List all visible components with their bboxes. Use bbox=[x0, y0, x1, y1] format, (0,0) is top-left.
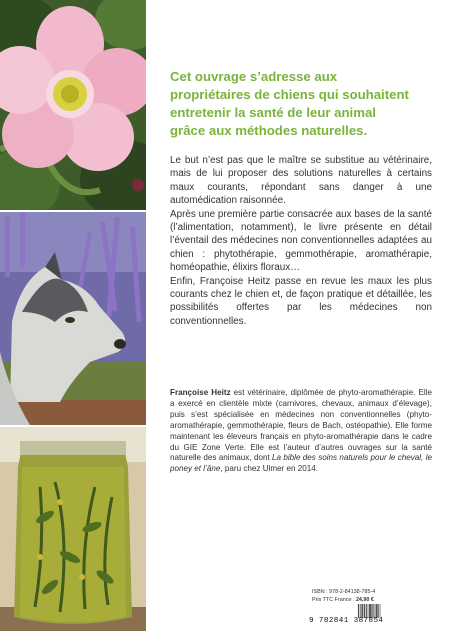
isbn-label: ISBN : 978-2-84138-785-4 bbox=[312, 589, 376, 595]
book-title: La bible des soins naturels pour le cheval, le poney et l’âne bbox=[170, 453, 432, 474]
description-paragraph: Enfin, Françoise Heitz passe en revue les maux les plus courants chez le chien et, de façon pratique et détaillée, les possibilités offertes par les médecines non conventionnelles. bbox=[170, 275, 432, 327]
price-value: 24,90 € bbox=[355, 597, 374, 603]
bio-text-end: , paru chez Ulmer en 2014. bbox=[220, 464, 319, 474]
barcode bbox=[314, 604, 432, 618]
wild-rose-photo bbox=[0, 0, 146, 210]
photo-column bbox=[0, 0, 146, 631]
intro-line: propriétaires de chiens qui souhaitent bbox=[170, 87, 409, 102]
author-bio bbox=[170, 388, 432, 475]
price-line bbox=[312, 597, 374, 603]
bio-text: est vétérinaire, diplômée de phyto-aromathérapie. Elle a exercé en clientèle mixte (carnivores, chevaux, animaux d’élevage), puis s’est spécialisée en médecines non conventionnelles (phyto-aromathérapie, gemmothérapie, fleurs de Bach, ostéopathie). Elle forme maintenant les éleveurs français en phyto-aromathérapie dans le cadre du GIE Zone Verte. Elle est l’auteur d’autres ouvrages sur la santé naturelle des animaux, dont bbox=[170, 388, 432, 463]
barcode-number: 9 782841 387854 bbox=[309, 617, 384, 625]
price-label: Prix TTC France : bbox=[312, 597, 356, 603]
herb-oil-jar-photo bbox=[0, 427, 146, 631]
husky-lavender-photo bbox=[0, 212, 146, 425]
description bbox=[170, 154, 432, 328]
intro-line: Cet ouvrage s’adresse aux bbox=[170, 69, 338, 84]
intro-heading bbox=[170, 68, 432, 140]
intro-line: entretenir la santé de leur animal bbox=[170, 105, 376, 120]
author-name: Françoise Heitz bbox=[170, 388, 231, 397]
description-paragraph: Le but n’est pas que le maître se substitue au vétérinaire, mais de lui proposer des solutions naturelles à certains maux courants, répondant sans danger à une automédication raisonnée. bbox=[170, 155, 432, 207]
intro-line: grâce aux méthodes naturelles. bbox=[170, 123, 368, 138]
description-paragraph: Après une première partie consacrée aux bases de la santé (l’alimentation, notamment), le livre présente en détail l’éventail des médecines non conventionnelles adaptées au chien : phytothérapie, gemmothérapie, aromathérapie, homéopathie, élixirs floraux… bbox=[170, 208, 432, 274]
